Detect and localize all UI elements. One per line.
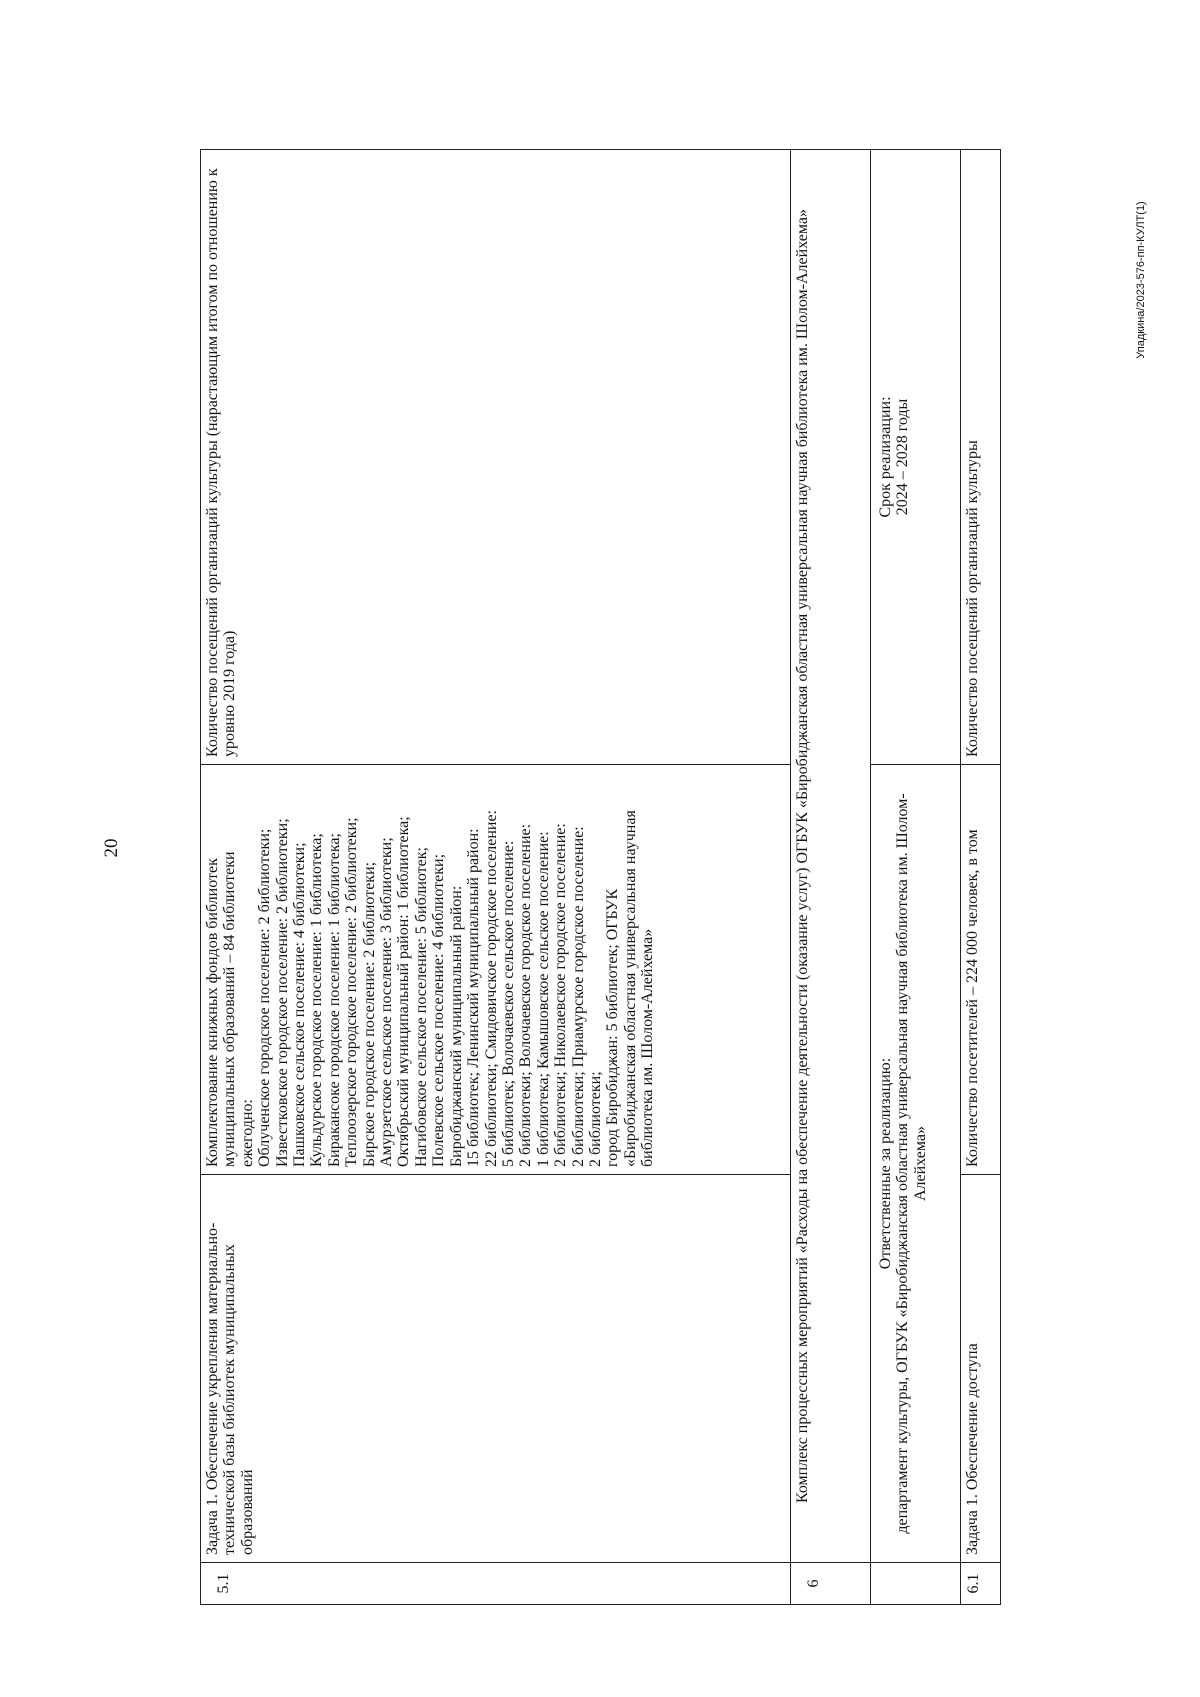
term-value: 2024 – 2028 годы — [894, 398, 912, 516]
task-cell: Задача 1. Обеспечение укрепления материально-технической базы библиотек муниципальных образований — [201, 1175, 791, 1563]
result-line: «Биробиджанская областная универсальная научная — [621, 810, 639, 1167]
result-line: Известковское городское поселение: 2 библиотеки; — [273, 818, 291, 1167]
page-number: 20 — [101, 838, 122, 858]
result-line: Амурзетское сельское поселение: 3 библиотеки; — [378, 837, 396, 1167]
row-number: 5.1 — [201, 1563, 791, 1605]
result-cell: Количество посетителей – 224 000 человек, в том — [961, 765, 1001, 1175]
result-line: ежегодно: — [238, 1099, 256, 1167]
result-line: 2 библиотеки; Николаевское городское поселение: — [552, 823, 570, 1167]
responsible-text: департамент культуры, ОГБУК «Биробиджанская областная универсальная научная библиотека им. Шолом-Алейхема» — [894, 793, 929, 1534]
indicator-cell: Количество посещений организаций культуры (нарастающим итогом по отношению к уровню 2019 года) — [201, 150, 791, 765]
rotated-table-area — [200, 150, 1085, 1605]
result-line: Кульдурское городское поселение: 1 библиотека; — [308, 833, 326, 1167]
result-line: библиотека им. Шолом-Алейхема» — [639, 928, 657, 1167]
result-line: 5 библиотек; Волочаевское сельское поселение: — [499, 840, 517, 1167]
result-line: 2 библиотеки; Волочаевское городское поселение: — [517, 823, 535, 1167]
result-line: Бирское городское поселение: 2 библиотеки; — [360, 861, 378, 1167]
result-line: Октябрьский муниципальный район: 1 библиотека; — [395, 816, 413, 1167]
result-line: 2 библиотеки; Приамурское городское поселение: — [569, 826, 587, 1167]
measures-table — [200, 149, 1001, 1605]
footer-code: Упадкина/2023-576-пп-КУЛТ(1) — [1135, 201, 1147, 359]
indicator-cell: Количество посещений организаций культуры — [961, 150, 1001, 765]
section-title: Комплекс процессных мероприятий «Расходы на обеспечение деятельности (оказание услуг) ОГБУК «Биробиджанская областная универсальная научная библиотека им. Шолом-Алейхема» — [791, 150, 871, 1563]
result-line: Теплоозерское городское поселение: 2 библиотеки; — [343, 817, 361, 1167]
table-row — [871, 150, 961, 1605]
row-number: 6.1 — [961, 1563, 1001, 1605]
result-line: город Биробиджан: 5 библиотек; ОГБУК — [604, 888, 622, 1167]
result-cell — [201, 765, 791, 1175]
result-lines — [204, 772, 657, 1167]
result-line: муниципальных образований – 84 библиотеки — [221, 851, 239, 1167]
term-label: Срок реализации: — [877, 396, 894, 518]
result-line: Биракансоке городское поселение: 1 библиотека; — [325, 833, 343, 1167]
result-line: 15 библиотек; Ленинский муниципальный район: — [465, 828, 483, 1167]
table-row — [791, 150, 871, 1605]
result-line: Пашковское сельское поселение: 4 библиотеки; — [291, 842, 309, 1167]
result-line: Облученское городское поселение: 2 библиотеки; — [256, 828, 274, 1167]
task-cell: Задача 1. Обеспечение доступа — [961, 1175, 1001, 1563]
row-number: 6 — [791, 1563, 871, 1605]
responsible-label: Ответственные за реализацию: — [877, 1057, 894, 1270]
result-line: Биробиджанский муниципальный район: — [447, 885, 465, 1167]
result-line: Полевское сельское поселение: 4 библиотеки; — [430, 853, 448, 1167]
result-line: 2 библиотеки; — [586, 1071, 604, 1167]
result-line: 22 библиотеки; Смидовичское городское поселение: — [482, 810, 500, 1167]
empty-cell — [871, 1563, 961, 1605]
result-line: Нагибовское сельское поселение: 5 библиотек; — [412, 847, 430, 1167]
result-line: Комплектование книжных фондов библиотек — [204, 858, 221, 1167]
result-line: 1 библиотека; Камышовское сельское поселение: — [534, 831, 552, 1167]
table-row — [201, 150, 791, 1605]
table-row — [961, 150, 1001, 1605]
term-cell — [871, 150, 961, 765]
responsible-cell — [871, 765, 961, 1563]
